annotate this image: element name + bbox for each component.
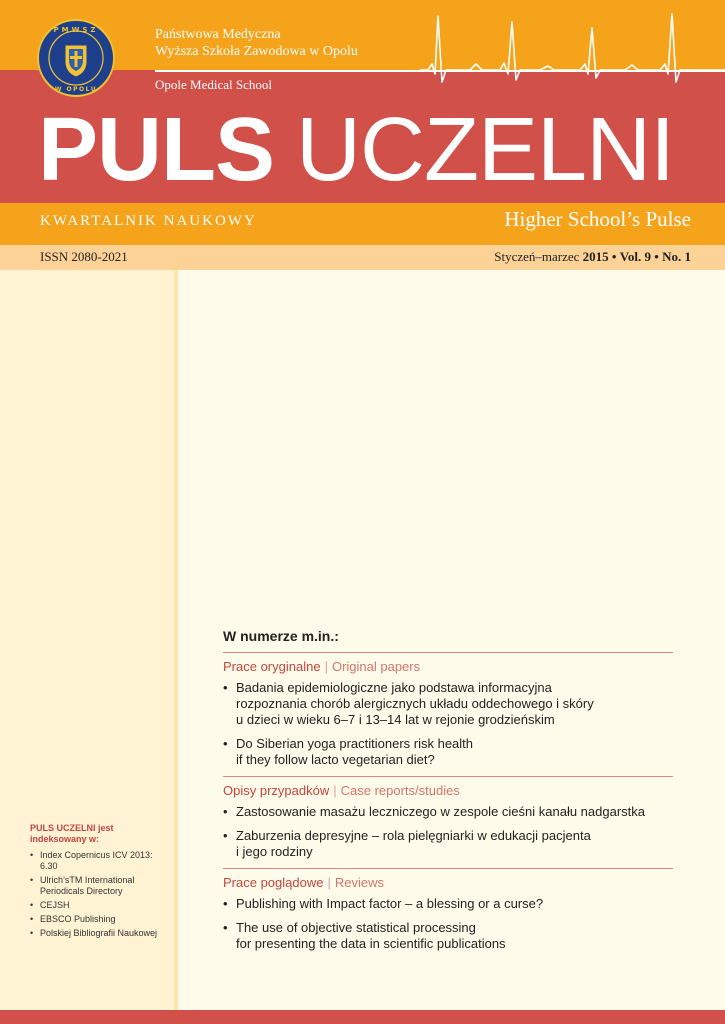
index-item: • CEJSH — [30, 900, 165, 911]
section-header-reviews — [223, 875, 673, 890]
index-list — [30, 850, 165, 942]
issn: ISSN 2080-2021 — [40, 249, 128, 264]
institution-name-line1: Państwowa Medyczna — [155, 27, 281, 42]
contents-heading: W numerze m.in.: — [223, 628, 339, 644]
section-title-pl: Opisy przypadków — [223, 783, 330, 798]
section-separator: | — [333, 783, 337, 798]
issue-bullet-1: • — [611, 249, 617, 264]
heartbeat-line-icon — [420, 8, 725, 88]
issue-volume: Vol. 9 — [619, 249, 652, 264]
issue-bullet-2: • — [654, 249, 659, 264]
section-header-case-reports — [223, 783, 673, 798]
school-seal-logo — [36, 18, 116, 98]
footer-band — [0, 1010, 725, 1024]
section-title-pl: Prace oryginalne — [223, 659, 321, 674]
section-separator: | — [324, 659, 328, 674]
index-item: • Ulrich’sTM International Periodicals Directory — [30, 875, 165, 897]
journal-title-light: UCZELNI — [296, 100, 675, 200]
article-item: • Do Siberian yoga practitioners risk health if they follow lacto vegetarian diet? — [223, 736, 673, 768]
article-item: • Publishing with Impact factor – a blessing or a curse? — [223, 896, 673, 912]
logo-text-top: PMWSZ — [53, 26, 99, 34]
section-title-en: Reviews — [334, 875, 384, 890]
institution-name-line2: Wyższa Szkoła Zawodowa w Opolu — [155, 44, 358, 59]
issue-info — [494, 249, 691, 265]
index-item: • EBSCO Publishing — [30, 914, 165, 925]
article-item: • The use of objective statistical processing for presenting the data in scientific publications — [223, 920, 673, 952]
section-divider — [223, 776, 673, 777]
side-divider — [174, 270, 178, 1012]
section-header-original — [223, 659, 673, 674]
article-item: • Badania epidemiologiczne jako podstawa informacyjna rozpoznania chorób alergicznych układu oddechowego i skóry u dzieci w wieku 6–7 i 13–14 lat w rejonie grodzieńskim — [223, 680, 673, 728]
logo-text-bottom: W OPOLU — [54, 86, 98, 93]
index-box-title: PULS UCZELNI jest indeksowany w: — [30, 823, 114, 844]
subtitle-left: KWARTALNIK NAUKOWY — [40, 213, 257, 229]
index-item: • Index Copernicus ICV 2013: 6.30 — [30, 850, 165, 872]
section-items — [223, 896, 673, 952]
subtitle-right: Higher School’s Pulse — [504, 207, 691, 231]
section-items — [223, 680, 673, 768]
section-items — [223, 804, 673, 860]
section-title-en: Case reports/studies — [340, 783, 460, 798]
issue-number: No. 1 — [662, 249, 691, 264]
section-separator: | — [327, 875, 331, 890]
section-title-pl: Prace poglądowe — [223, 875, 324, 890]
contents-section — [223, 628, 673, 960]
journal-title — [38, 100, 674, 200]
section-divider — [223, 868, 673, 869]
article-item: • Zaburzenia depresyjne – rola pielęgniarki w edukacji pacjenta i jego rodziny — [223, 828, 673, 860]
index-item: • Polskiej Bibliografii Naukowej — [30, 928, 165, 939]
article-item: • Zastosowanie masażu leczniczego w zespole cieśni kanału nadgarstka — [223, 804, 673, 820]
issue-year: 2015 — [582, 249, 609, 264]
section-title-en: Original papers — [331, 659, 421, 674]
institution-english-name: Opole Medical School — [155, 77, 272, 92]
issue-period: Styczeń–marzec — [494, 249, 580, 264]
section-divider — [223, 652, 673, 653]
journal-title-bold: PULS — [38, 100, 275, 200]
